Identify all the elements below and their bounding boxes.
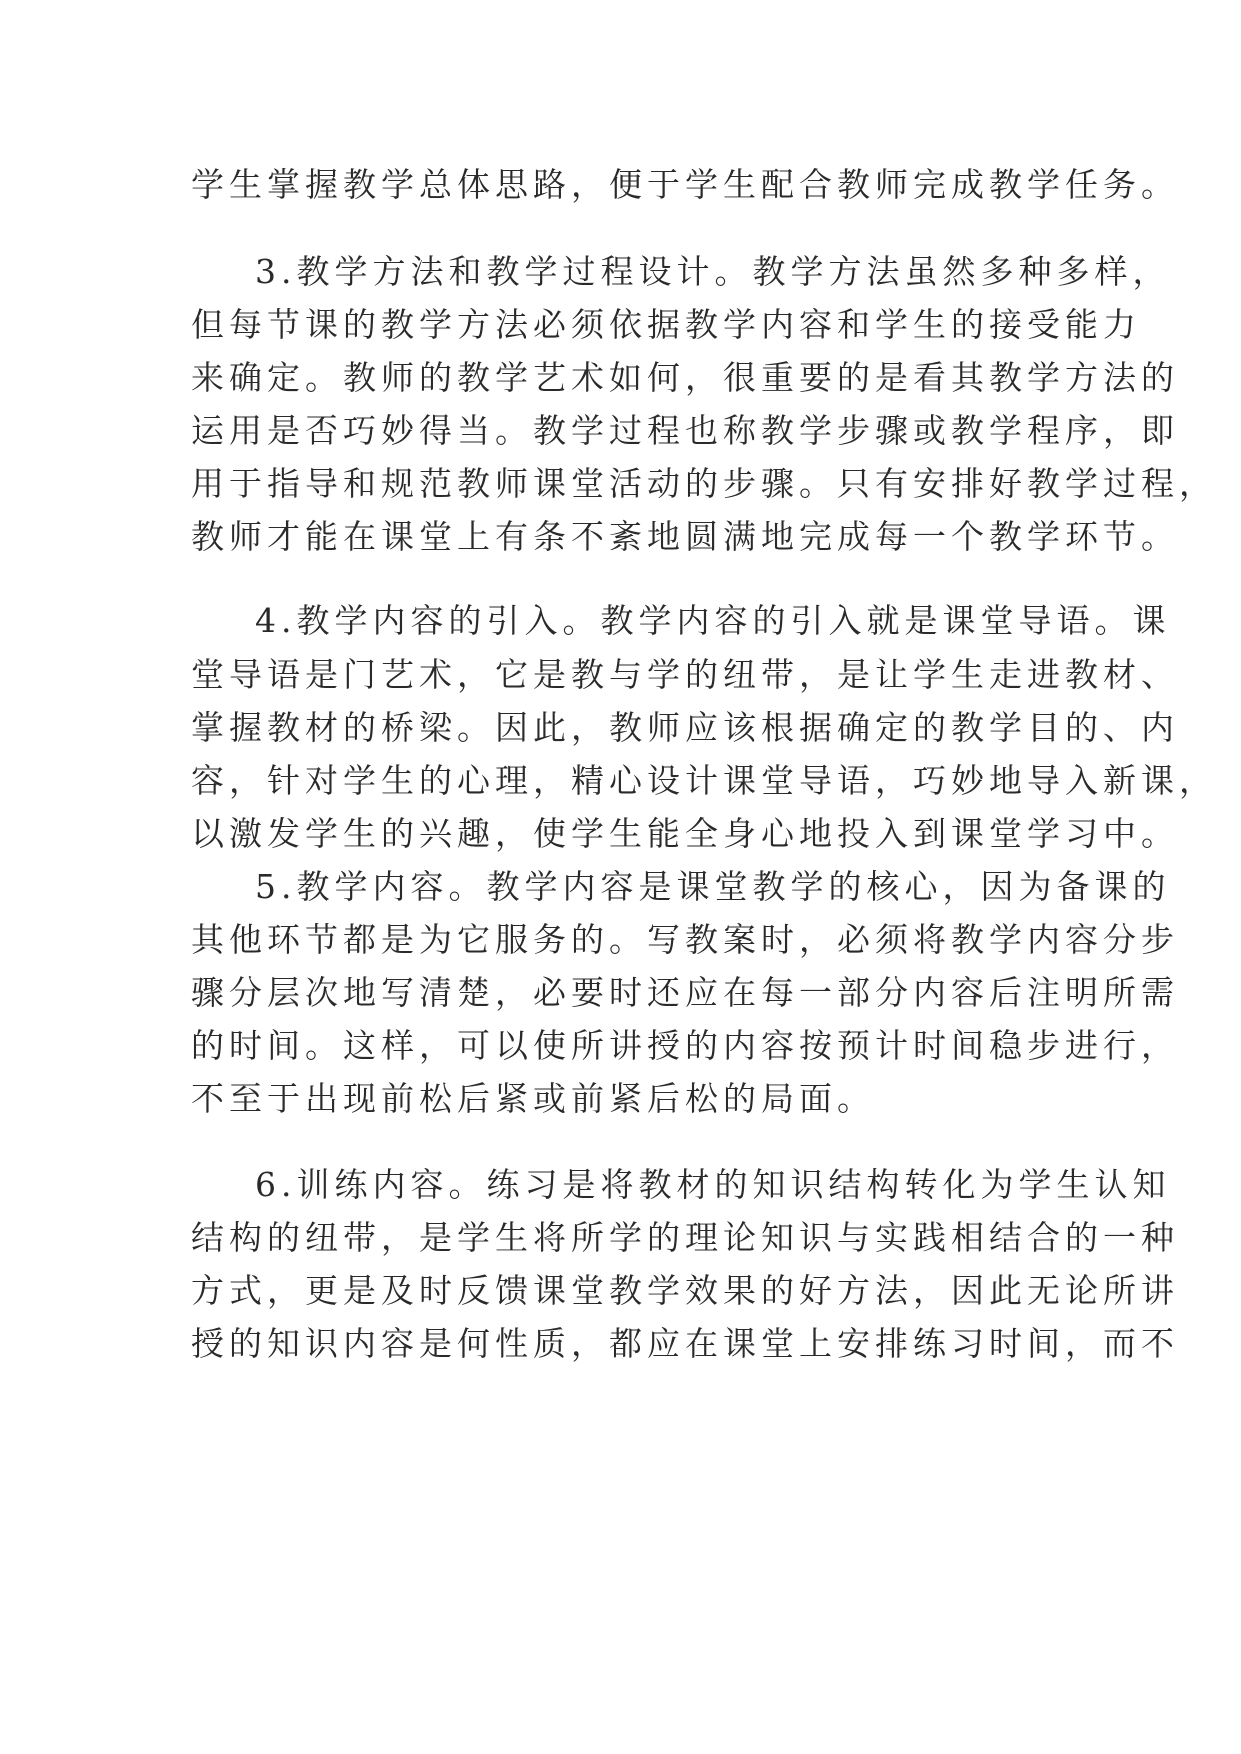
text-line: 来确定。教师的教学艺术如何，很重要的是看其教学方法的 <box>191 358 1179 397</box>
text-line: 方式，更是及时反馈课堂教学效果的好方法，因此无论所讲 <box>191 1271 1179 1310</box>
text-line: 结构的纽带，是学生将所学的理论知识与实践相结合的一种 <box>191 1218 1179 1257</box>
text-line: 用于指导和规范教师课堂活动的步骤。只有安排好教学过程， <box>191 464 1217 503</box>
text-line: 容，针对学生的心理，精心设计课堂导语，巧妙地导入新课， <box>191 761 1217 800</box>
text-line: 堂导语是门艺术，它是教与学的纽带，是让学生走进教材、 <box>191 655 1179 694</box>
text-line: 掌握教材的桥梁。因此，教师应该根据确定的教学目的、内 <box>191 708 1179 747</box>
text-line: 以激发学生的兴趣，使学生能全身心地投入到课堂学习中。 <box>191 814 1179 853</box>
text-line: 5.教学内容。教学内容是课堂教学的核心，因为备课的 <box>255 867 1171 906</box>
text-line: 骤分层次地写清楚，必要时还应在每一部分内容后注明所需 <box>191 973 1179 1012</box>
text-line: 但每节课的教学方法必须依据教学内容和学生的接受能力 <box>191 305 1141 344</box>
text-line: 运用是否巧妙得当。教学过程也称教学步骤或教学程序，即 <box>191 411 1179 450</box>
text-line: 其他环节都是为它服务的。写教案时，必须将教学内容分步 <box>191 920 1179 959</box>
text-line: 不至于出现前松后紧或前紧后松的局面。 <box>191 1079 875 1118</box>
text-line: 教师才能在课堂上有条不紊地圆满地完成每一个教学环节。 <box>191 517 1179 556</box>
text-line: 4.教学内容的引入。教学内容的引入就是课堂导语。课 <box>255 601 1171 640</box>
text-line: 的时间。这样，可以使所讲授的内容按预计时间稳步进行， <box>191 1026 1179 1065</box>
text-line: 学生掌握教学总体思路，便于学生配合教师完成教学任务。 <box>191 165 1179 204</box>
text-line: 6.训练内容。练习是将教材的知识结构转化为学生认知 <box>255 1165 1171 1204</box>
text-line: 3.教学方法和教学过程设计。教学方法虽然多种多样， <box>255 252 1171 291</box>
text-line: 授的知识内容是何性质，都应在课堂上安排练习时间，而不 <box>191 1324 1179 1363</box>
